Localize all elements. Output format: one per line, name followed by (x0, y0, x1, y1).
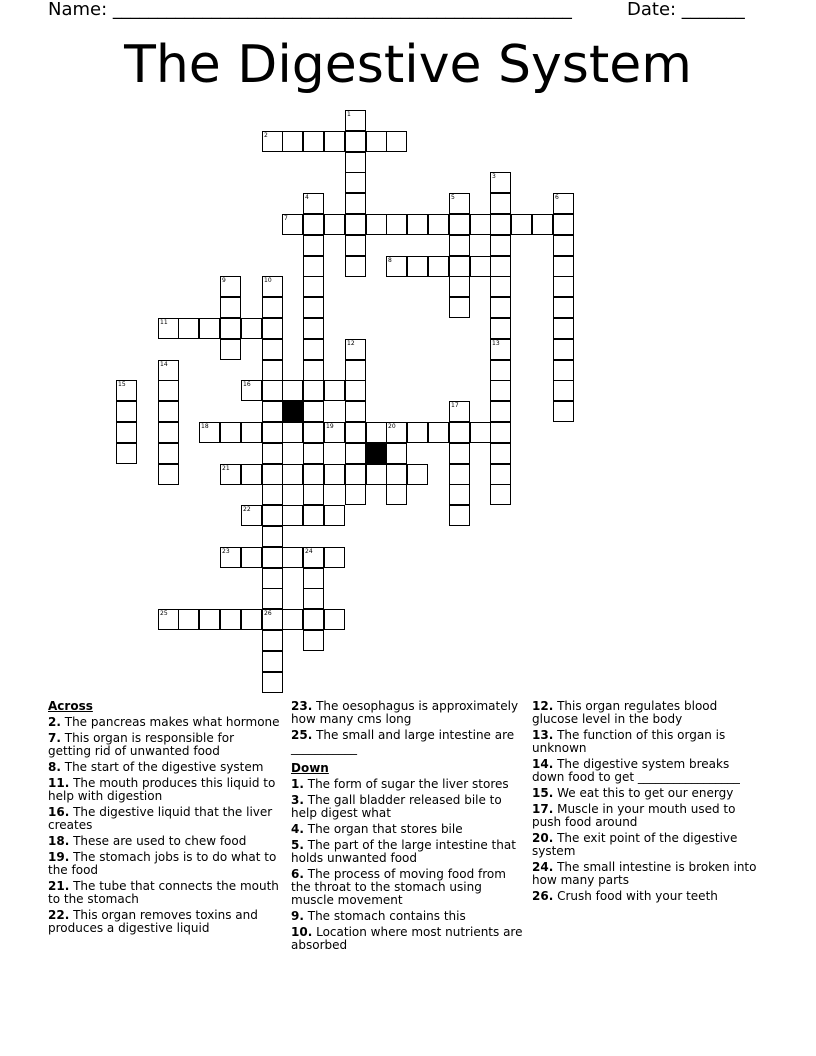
grid-cell[interactable] (262, 339, 283, 360)
clue-text: The start of the digestive system (64, 760, 264, 774)
grid-cell[interactable] (241, 422, 262, 443)
clue-number-label: 17. (532, 802, 554, 816)
grid-cell[interactable] (199, 609, 220, 630)
clue-number-label: 10. (291, 925, 313, 939)
grid-cell[interactable] (532, 214, 553, 235)
grid-cell[interactable] (470, 214, 491, 235)
grid-cell[interactable] (490, 214, 511, 235)
grid-cell[interactable] (158, 360, 179, 381)
clue-text: The small intestine is broken into how many parts (532, 860, 757, 887)
clues-column-1 (48, 700, 280, 938)
grid-cell[interactable] (303, 235, 324, 256)
grid-cell[interactable] (282, 464, 303, 485)
grid-cell[interactable] (282, 609, 303, 630)
clue-text: Muscle in your mouth used to push food around (532, 802, 736, 829)
grid-cell[interactable] (490, 318, 511, 339)
grid-cell[interactable] (449, 193, 470, 214)
clue-number-label: 16. (48, 805, 70, 819)
clue-item (291, 926, 523, 952)
grid-cell[interactable] (345, 484, 366, 505)
grid-cell[interactable] (345, 360, 366, 381)
grid-cell[interactable] (345, 443, 366, 464)
clue-number: 23 (222, 548, 230, 555)
clue-text: The exit point of the digestive system (532, 831, 738, 858)
grid-cell[interactable] (490, 360, 511, 381)
grid-cell[interactable] (553, 214, 574, 235)
grid-cell[interactable] (262, 505, 283, 526)
grid-cell[interactable] (116, 443, 137, 464)
clue-text: The part of the large intestine that holds unwanted food (291, 838, 516, 865)
grid-cell[interactable] (303, 505, 324, 526)
clue-item (532, 758, 764, 784)
clue-item (291, 700, 523, 726)
clue-number: 8 (388, 257, 392, 264)
grid-cell[interactable] (199, 318, 220, 339)
grid-cell[interactable] (303, 630, 324, 651)
grid-cell[interactable] (386, 484, 407, 505)
clue-item (291, 729, 523, 755)
grid-cell[interactable] (303, 360, 324, 381)
clue-number: 20 (388, 423, 396, 430)
clue-text: Location where most nutrients are absorbed (291, 925, 523, 952)
grid-cell[interactable] (345, 110, 366, 131)
clue-number-label: 3. (291, 793, 304, 807)
grid-cell[interactable] (553, 380, 574, 401)
grid-cell[interactable] (490, 484, 511, 505)
clue-number-label: 13. (532, 728, 554, 742)
grid-cell[interactable] (511, 214, 532, 235)
clue-number: 3 (492, 173, 496, 180)
clue-number-label: 19. (48, 850, 70, 864)
clue-number: 14 (160, 361, 168, 368)
grid-cell[interactable] (449, 484, 470, 505)
clue-text: This organ regulates blood glucose level in the body (532, 699, 718, 726)
grid-cell[interactable] (490, 339, 511, 360)
grid-cell[interactable] (199, 422, 220, 443)
clue-number-label: 18. (48, 834, 70, 848)
grid-cell[interactable] (490, 380, 511, 401)
grid-cell[interactable] (282, 547, 303, 568)
grid-cell[interactable] (282, 422, 303, 443)
grid-cell[interactable] (262, 401, 283, 422)
grid-cell[interactable] (241, 464, 262, 485)
grid-cell[interactable] (553, 256, 574, 277)
clue-text: The oesophagus is approximately how many cms long (291, 699, 519, 726)
grid-cell[interactable] (553, 339, 574, 360)
grid-cell[interactable] (490, 235, 511, 256)
grid-cell[interactable] (553, 276, 574, 297)
clue-number: 15 (118, 381, 126, 388)
grid-cell[interactable] (553, 193, 574, 214)
clue-text: The form of sugar the liver stores (307, 777, 509, 791)
clue-item (291, 794, 523, 820)
grid-cell[interactable] (449, 235, 470, 256)
clue-number-label: 1. (291, 777, 304, 791)
grid-cell[interactable] (324, 464, 345, 485)
grid-cell[interactable] (553, 235, 574, 256)
clue-text: Crush food with your teeth (557, 889, 718, 903)
grid-cell[interactable] (303, 464, 324, 485)
grid-cell[interactable] (386, 214, 407, 235)
grid-cell[interactable] (116, 422, 137, 443)
grid-cell[interactable] (158, 422, 179, 443)
grid-cell[interactable] (490, 276, 511, 297)
grid-cell[interactable] (345, 464, 366, 485)
clue-text: The pancreas makes what hormone (64, 715, 280, 729)
grid-cell[interactable] (407, 256, 428, 277)
grid-cell[interactable] (158, 609, 179, 630)
grid-cell[interactable] (490, 172, 511, 193)
grid-cell[interactable] (220, 297, 241, 318)
grid-cell[interactable] (262, 297, 283, 318)
grid-cell[interactable] (303, 318, 324, 339)
clue-item (48, 851, 280, 877)
grid-cell[interactable] (262, 568, 283, 589)
clue-number-label: 24. (532, 860, 554, 874)
grid-cell[interactable] (220, 339, 241, 360)
grid-cell[interactable] (262, 526, 283, 547)
clue-number: 21 (222, 465, 230, 472)
grid-cell[interactable] (262, 630, 283, 651)
clue-number: 22 (243, 506, 251, 513)
grid-cell[interactable] (282, 214, 303, 235)
grid-cell[interactable] (262, 651, 283, 672)
grid-cell[interactable] (303, 422, 324, 443)
grid-cell[interactable] (553, 360, 574, 381)
grid-cell[interactable] (303, 193, 324, 214)
grid-cell[interactable] (345, 339, 366, 360)
clue-number: 7 (284, 215, 288, 222)
grid-cell[interactable] (241, 380, 262, 401)
clue-number-label: 6. (291, 867, 304, 881)
clue-number: 26 (264, 610, 272, 617)
grid-cell[interactable] (386, 443, 407, 464)
grid-cell[interactable] (178, 609, 199, 630)
black-square (366, 443, 387, 464)
grid-cell[interactable] (345, 152, 366, 173)
grid-cell[interactable] (345, 401, 366, 422)
grid-cell[interactable] (262, 547, 283, 568)
grid-cell[interactable] (324, 422, 345, 443)
grid-cell[interactable] (116, 380, 137, 401)
grid-cell[interactable] (345, 131, 366, 152)
clue-item (532, 890, 764, 903)
grid-cell[interactable] (470, 256, 491, 277)
page-title: The Digestive System (124, 35, 692, 95)
black-square (282, 401, 303, 422)
clue-number: 25 (160, 610, 168, 617)
grid-cell[interactable] (345, 422, 366, 443)
clues-column-2 (291, 700, 523, 955)
clue-number: 6 (555, 194, 559, 201)
grid-cell[interactable] (345, 380, 366, 401)
clue-text: The stomach jobs is to do what to the food (48, 850, 277, 877)
grid-cell[interactable] (303, 568, 324, 589)
down-heading: Down (291, 761, 329, 775)
grid-cell[interactable] (345, 235, 366, 256)
grid-cell[interactable] (386, 131, 407, 152)
clue-text: The gall bladder released bile to help digest what (291, 793, 502, 820)
grid-cell[interactable] (324, 609, 345, 630)
clue-number: 13 (492, 340, 500, 347)
clue-text: The function of this organ is unknown (532, 728, 726, 755)
clue-number: 11 (160, 319, 168, 326)
clue-number-label: 22. (48, 908, 70, 922)
grid-cell[interactable] (158, 380, 179, 401)
grid-cell[interactable] (158, 318, 179, 339)
grid-cell[interactable] (407, 422, 428, 443)
clue-number: 5 (451, 194, 455, 201)
clue-text: We eat this to get our energy (557, 786, 734, 800)
clue-text: This organ removes toxins and produces a digestive liquid (48, 908, 258, 935)
grid-cell[interactable] (220, 422, 241, 443)
clue-number-label: 8. (48, 760, 61, 774)
grid-cell[interactable] (303, 214, 324, 235)
grid-cell[interactable] (303, 380, 324, 401)
grid-cell[interactable] (220, 318, 241, 339)
grid-cell[interactable] (386, 464, 407, 485)
clue-item (532, 832, 764, 858)
clue-number: 9 (222, 277, 226, 284)
grid-cell[interactable] (449, 256, 470, 277)
grid-cell[interactable] (449, 297, 470, 318)
clue-number: 17 (451, 402, 459, 409)
clue-text: The stomach contains this (307, 909, 466, 923)
grid-cell[interactable] (303, 401, 324, 422)
grid-cell[interactable] (282, 505, 303, 526)
grid-cell[interactable] (449, 422, 470, 443)
clue-text: The digestive liquid that the liver creates (48, 805, 273, 832)
clue-number: 10 (264, 277, 272, 284)
clue-text: These are used to chew food (73, 834, 247, 848)
clue-item (48, 732, 280, 758)
clue-item (291, 910, 523, 923)
grid-cell[interactable] (303, 339, 324, 360)
clue-number-label: 20. (532, 831, 554, 845)
grid-cell[interactable] (553, 297, 574, 318)
clue-number-label: 26. (532, 889, 554, 903)
grid-cell[interactable] (428, 422, 449, 443)
grid-cell[interactable] (324, 131, 345, 152)
grid-cell[interactable] (262, 318, 283, 339)
grid-cell[interactable] (324, 380, 345, 401)
grid-cell[interactable] (303, 609, 324, 630)
grid-cell[interactable] (220, 464, 241, 485)
grid-cell[interactable] (303, 443, 324, 464)
grid-cell[interactable] (366, 131, 387, 152)
grid-cell[interactable] (116, 401, 137, 422)
grid-cell[interactable] (366, 464, 387, 485)
clue-number-label: 11. (48, 776, 70, 790)
grid-cell[interactable] (449, 505, 470, 526)
grid-cell[interactable] (158, 401, 179, 422)
grid-cell[interactable] (282, 380, 303, 401)
clue-number: 24 (305, 548, 313, 555)
grid-cell[interactable] (262, 672, 283, 693)
name-field-label: Name: ___________________________________________________ (48, 0, 572, 20)
clue-text: The mouth produces this liquid to help with digestion (48, 776, 276, 803)
clue-number: 4 (305, 194, 309, 201)
grid-cell[interactable] (303, 484, 324, 505)
grid-cell[interactable] (220, 547, 241, 568)
clue-number-label: 23. (291, 699, 313, 713)
date-field-label: Date: _______ (627, 0, 745, 20)
grid-cell[interactable] (386, 256, 407, 277)
grid-cell[interactable] (282, 131, 303, 152)
grid-cell[interactable] (262, 422, 283, 443)
clue-number-label: 15. (532, 786, 554, 800)
grid-cell[interactable] (345, 214, 366, 235)
clue-item (48, 835, 280, 848)
grid-cell[interactable] (490, 297, 511, 318)
clue-number: 19 (326, 423, 334, 430)
grid-cell[interactable] (303, 547, 324, 568)
clue-item (532, 861, 764, 887)
clue-number-label: 4. (291, 822, 304, 836)
clue-number: 16 (243, 381, 251, 388)
clue-number-label: 9. (291, 909, 304, 923)
clue-text: This organ is responsible for getting rid of unwanted food (48, 731, 235, 758)
clue-number: 12 (347, 340, 355, 347)
clue-item (48, 806, 280, 832)
clue-number: 1 (347, 111, 351, 118)
grid-cell[interactable] (303, 588, 324, 609)
grid-cell[interactable] (553, 401, 574, 422)
clue-text: The organ that stores bile (307, 822, 463, 836)
grid-cell[interactable] (262, 380, 283, 401)
clue-item (291, 778, 523, 791)
grid-cell[interactable] (158, 443, 179, 464)
grid-cell[interactable] (449, 214, 470, 235)
clue-item (48, 909, 280, 935)
grid-cell[interactable] (490, 464, 511, 485)
grid-cell[interactable] (449, 443, 470, 464)
clue-item (48, 777, 280, 803)
clue-number-label: 2. (48, 715, 61, 729)
grid-cell[interactable] (241, 609, 262, 630)
grid-cell[interactable] (303, 131, 324, 152)
grid-cell[interactable] (407, 464, 428, 485)
clue-item (532, 803, 764, 829)
clue-number-label: 14. (532, 757, 554, 771)
clue-text: The digestive system breaks down food to get _________________ (532, 757, 740, 784)
clue-item (48, 880, 280, 906)
clue-number-label: 21. (48, 879, 70, 893)
grid-cell[interactable] (386, 422, 407, 443)
grid-cell[interactable] (262, 609, 283, 630)
grid-cell[interactable] (241, 318, 262, 339)
grid-cell[interactable] (324, 214, 345, 235)
clues-column-3 (532, 700, 764, 906)
grid-cell[interactable] (470, 422, 491, 443)
clue-item (291, 823, 523, 836)
grid-cell[interactable] (262, 276, 283, 297)
grid-cell[interactable] (428, 214, 449, 235)
clue-item (291, 839, 523, 865)
clue-number-label: 5. (291, 838, 304, 852)
grid-cell[interactable] (262, 360, 283, 381)
grid-cell[interactable] (553, 318, 574, 339)
clue-item (532, 700, 764, 726)
across-heading: Across (48, 699, 93, 713)
grid-cell[interactable] (220, 609, 241, 630)
grid-cell[interactable] (449, 276, 470, 297)
grid-cell[interactable] (490, 193, 511, 214)
grid-cell[interactable] (158, 464, 179, 485)
grid-cell[interactable] (262, 464, 283, 485)
grid-cell[interactable] (366, 214, 387, 235)
grid-cell[interactable] (303, 297, 324, 318)
grid-cell[interactable] (490, 256, 511, 277)
clue-item (532, 729, 764, 755)
grid-cell[interactable] (303, 276, 324, 297)
clue-number-label: 12. (532, 699, 554, 713)
grid-cell[interactable] (220, 276, 241, 297)
clue-item (532, 787, 764, 800)
grid-cell[interactable] (262, 131, 283, 152)
grid-cell[interactable] (345, 256, 366, 277)
clue-number: 18 (201, 423, 209, 430)
grid-cell[interactable] (449, 401, 470, 422)
grid-cell[interactable] (262, 484, 283, 505)
grid-cell[interactable] (345, 193, 366, 214)
grid-cell[interactable] (407, 214, 428, 235)
grid-cell[interactable] (324, 547, 345, 568)
clue-item (48, 716, 280, 729)
grid-cell[interactable] (178, 318, 199, 339)
grid-cell[interactable] (428, 256, 449, 277)
grid-cell[interactable] (303, 256, 324, 277)
grid-cell[interactable] (345, 172, 366, 193)
clue-text: The small and large intestine are ___________ (291, 728, 515, 755)
grid-cell[interactable] (241, 547, 262, 568)
grid-cell[interactable] (241, 505, 262, 526)
grid-cell[interactable] (490, 401, 511, 422)
grid-cell[interactable] (449, 464, 470, 485)
clue-number-label: 7. (48, 731, 61, 745)
grid-cell[interactable] (366, 422, 387, 443)
clue-number-label: 25. (291, 728, 313, 742)
grid-cell[interactable] (490, 443, 511, 464)
clue-item (291, 868, 523, 907)
grid-cell[interactable] (262, 443, 283, 464)
grid-cell[interactable] (262, 588, 283, 609)
clue-item (48, 761, 280, 774)
grid-cell[interactable] (324, 505, 345, 526)
grid-cell[interactable] (490, 422, 511, 443)
clue-text: The tube that connects the mouth to the stomach (48, 879, 279, 906)
clue-number: 2 (264, 132, 268, 139)
clue-text: The process of moving food from the throat to the stomach using muscle movement (291, 867, 506, 907)
